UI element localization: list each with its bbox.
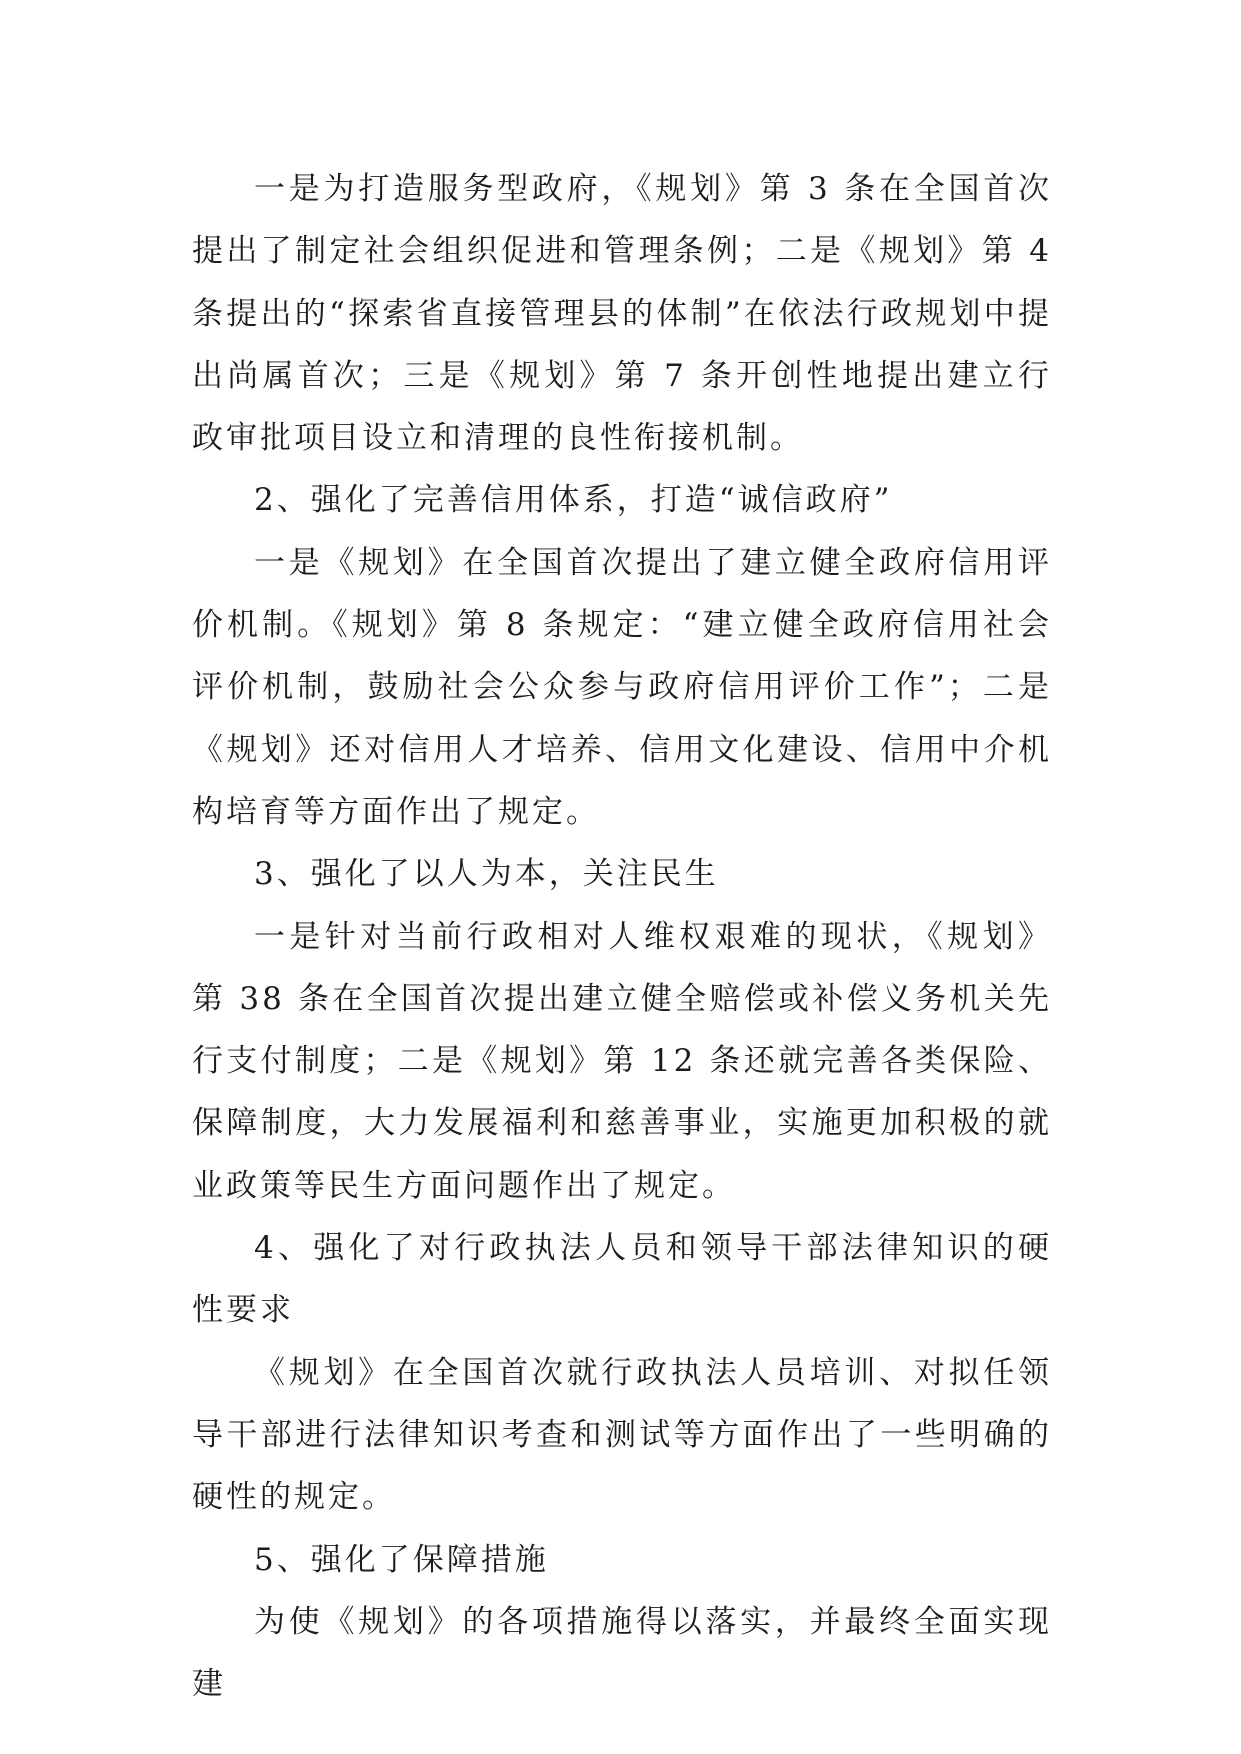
- heading-people-oriented: 3、强化了以人为本，关注民生: [254, 856, 719, 893]
- paragraph-people-oriented: 一是针对当前行政相对人维权艰难的现状，《规划》第 38 条在全国首次提出建立健全赔偿或补偿义务机关先行支付制度；二是《规划》第 12 条还就完善各类保险、保障制度，大力发展福利和慈善事业，实施更加积极的就业政策等民生方面问题作出了规定。: [192, 918, 1052, 1204]
- paragraph-service-government: 一是为打造服务型政府，《规划》第 3 条在全国首次提出了制定社会组织促进和管理条例；二是《规划》第 4 条提出的“探索省直接管理县的体制”在依法行政规划中提出尚属首次；三是《规划》第 7 条开创性地提出建立行政审批项目设立和清理的良性衔接机制。: [192, 171, 1052, 457]
- document-body: [192, 158, 1052, 1715]
- paragraph-credit-system: 一是《规划》在全国首次提出了建立健全政府信用评价机制。《规划》第 8 条规定：“建立健全政府信用社会评价机制，鼓励社会公众参与政府信用评价工作”；二是《规划》还对信用人才培养、信用文化建设、信用中介机构培育等方面作出了规定。: [192, 544, 1052, 830]
- heading-credit-system: 2、强化了完善信用体系，打造“诚信政府”: [254, 482, 893, 519]
- heading-legal-knowledge-requirements: 4、强化了对行政执法人员和领导干部法律知识的硬性要求: [192, 1230, 1052, 1329]
- heading-safeguard-measures: 5、强化了保障措施: [254, 1541, 549, 1578]
- paragraph-legal-knowledge-requirements: 《规划》在全国首次就行政执法人员培训、对拟任领导干部进行法律知识考查和测试等方面作出了一些明确的硬性的规定。: [192, 1354, 1052, 1516]
- paragraph-safeguard-measures: 为使《规划》的各项措施得以落实，并最终全面实现建: [192, 1603, 1052, 1703]
